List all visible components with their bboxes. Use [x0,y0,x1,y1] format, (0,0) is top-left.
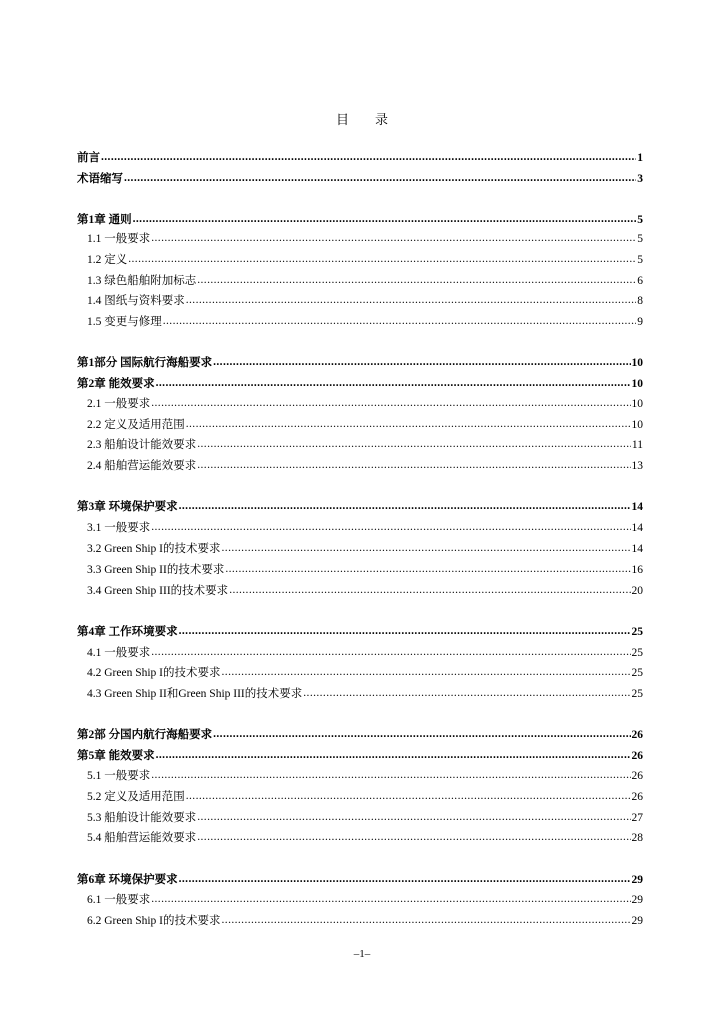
toc-leader-dots [197,809,630,825]
toc-leader-dots [197,457,630,473]
toc-section-entry[interactable] [87,665,643,681]
toc-entry-page: 26 [631,729,643,741]
toc-leader-dots [179,498,631,514]
toc-entry-page: 5 [637,254,643,266]
toc-entry-page: 29 [631,915,643,927]
toc-entry-page: 10 [631,357,643,369]
toc-leader-dots [213,726,630,742]
toc-section-entry[interactable] [87,645,643,661]
toc-entry-page: 14 [631,501,643,513]
toc-section-entry[interactable] [87,789,643,805]
toc-entry-page: 11 [631,439,643,451]
toc-entry-label: 第3章 环境保护要求 [77,501,178,513]
toc-title-left: 目 [335,112,349,127]
toc-leader-dots [222,664,631,680]
toc-chapter-entry[interactable] [77,150,643,166]
toc-chapter-entry[interactable] [77,376,643,392]
toc-entry-label: 3.4 Green Ship III的技术要求 [87,585,229,597]
toc-entry-label: 1.4 图纸与资料要求 [87,295,185,307]
toc-entry-page: 10 [631,398,643,410]
toc-section-entry[interactable] [87,437,643,453]
toc-entry-page: 10 [631,419,643,431]
toc-chapter-entry[interactable] [77,171,643,187]
toc-leader-dots [156,747,631,763]
toc-entry-label: 6.2 Green Ship I的技术要求 [87,915,221,927]
toc-section-entry[interactable] [87,892,643,908]
toc-leader-dots [186,416,631,432]
toc-leader-dots [197,272,636,288]
toc-leader-dots [151,767,630,783]
toc-leader-dots [179,871,631,887]
toc-chapter-entry[interactable] [77,748,643,764]
toc-chapter-entry[interactable] [77,212,643,228]
toc-entry-label: 6.1 一般要求 [87,894,151,906]
toc-entry-page: 27 [631,812,643,824]
toc-entry-page: 8 [637,295,643,307]
toc-entry-page: 16 [631,564,643,576]
toc-entry-label: 5.4 船舶营运能效要求 [87,832,197,844]
toc-entry-page: 14 [631,543,643,555]
toc-section-entry[interactable] [87,562,643,578]
toc-entry-page: 1 [637,152,643,164]
toc-section-entry[interactable] [87,458,643,474]
toc-entry-label: 1.5 变更与修理 [87,316,162,328]
toc-entry-page: 25 [631,647,643,659]
toc-leader-dots [225,561,630,577]
toc-chapter-entry[interactable] [77,872,643,888]
toc-entry-label: 1.2 定义 [87,254,128,266]
toc-section-entry[interactable] [87,686,643,702]
toc-entry-label: 术语缩写 [77,173,123,185]
toc-leader-dots [151,891,630,907]
toc-entry-label: 第2章 能效要求 [77,378,155,390]
toc-leader-dots [133,211,637,227]
toc-entry-label: 第1章 通则 [77,214,132,226]
toc-entry-page: 25 [631,626,643,638]
toc-leader-dots [186,788,631,804]
toc-entry-label: 第1部分 国际航行海船要求 [77,357,213,369]
toc-leader-dots [303,685,630,701]
toc-entry-page: 20 [631,585,643,597]
toc-entry-page: 29 [631,894,643,906]
toc-leader-dots [124,170,636,186]
toc-leader-dots [156,375,631,391]
toc-section-entry[interactable] [87,810,643,826]
toc-section-entry[interactable] [87,520,643,536]
toc-entry-label: 3.3 Green Ship II的技术要求 [87,564,225,576]
toc-entry-page: 26 [631,770,643,782]
toc-leader-dots [197,829,630,845]
toc-section-entry[interactable] [87,293,643,309]
toc-entry-label: 第2部 分国内航行海船要求 [77,729,213,741]
toc-section-entry[interactable] [87,541,643,557]
toc-leader-dots [101,149,636,165]
toc-leader-dots [151,395,630,411]
toc-entry-page: 13 [631,460,643,472]
toc-entry-label: 4.3 Green Ship II和Green Ship III的技术要求 [87,688,303,700]
toc-leader-dots [197,436,631,452]
toc-entry-page: 26 [631,750,643,762]
toc-entry-label: 5.1 一般要求 [87,770,151,782]
toc-entry-label: 5.2 定义及适用范围 [87,791,185,803]
toc-entry-page: 29 [631,874,643,886]
toc-entry-label: 3.1 一般要求 [87,522,151,534]
toc-entry-label: 2.1 一般要求 [87,398,151,410]
toc-entry-page: 10 [631,378,643,390]
toc-entry-label: 第5章 能效要求 [77,750,155,762]
toc-section-entry[interactable] [87,273,643,289]
toc-leader-dots [151,519,630,535]
toc-entry-page: 3 [637,173,643,185]
toc-entry-page: 9 [637,316,643,328]
toc-title-right: 录 [375,112,389,127]
toc-entry-label: 4.2 Green Ship I的技术要求 [87,667,221,679]
toc-leader-dots [222,540,631,556]
toc-entry-label: 2.3 船舶设计能效要求 [87,439,197,451]
toc-section-entry[interactable] [87,830,643,846]
toc-entry-label: 3.2 Green Ship I的技术要求 [87,543,221,555]
toc-leader-dots [151,230,636,246]
toc-leader-dots [186,292,637,308]
toc-leader-dots [163,313,637,329]
toc-leader-dots [151,644,630,660]
toc-entry-label: 1.1 一般要求 [87,233,151,245]
toc-chapter-entry[interactable] [77,355,643,371]
toc-section-entry[interactable] [87,768,643,784]
toc-entry-label: 2.4 船舶营运能效要求 [87,460,197,472]
toc-leader-dots [179,623,631,639]
toc-leader-dots [213,354,630,370]
toc-entry-page: 5 [637,214,643,226]
toc-entry-page: 28 [631,832,643,844]
toc-section-entry[interactable] [87,231,643,247]
toc-section-entry[interactable] [87,396,643,412]
toc-entry-label: 2.2 定义及适用范围 [87,419,185,431]
toc-entry-label: 5.3 船舶设计能效要求 [87,812,197,824]
toc-entry-page: 26 [631,791,643,803]
toc-leader-dots [229,582,630,598]
toc-chapter-entry[interactable] [77,499,643,515]
toc-entry-page: 25 [631,688,643,700]
toc-section-entry[interactable] [87,583,643,599]
toc-entry-label: 第4章 工作环境要求 [77,626,178,638]
toc-title [0,109,724,128]
toc-chapter-entry[interactable] [77,624,643,640]
toc-entry-page: 6 [637,275,643,287]
toc-section-entry[interactable] [87,913,643,929]
page-number-footer: –1– [353,948,371,960]
toc-section-entry[interactable] [87,314,643,330]
toc-entry-label: 第6章 环境保护要求 [77,874,178,886]
toc-entry-page: 14 [631,522,643,534]
toc-entry-label: 1.3 绿色船舶附加标志 [87,275,197,287]
toc-entry-page: 25 [631,667,643,679]
toc-chapter-entry[interactable] [77,727,643,743]
toc-leader-dots [128,251,636,267]
toc-section-entry[interactable] [87,417,643,433]
toc-entry-label: 前言 [77,152,100,164]
toc-entry-label: 4.1 一般要求 [87,647,151,659]
toc-entry-page: 5 [637,233,643,245]
toc-leader-dots [222,912,631,928]
toc-section-entry[interactable] [87,252,643,268]
